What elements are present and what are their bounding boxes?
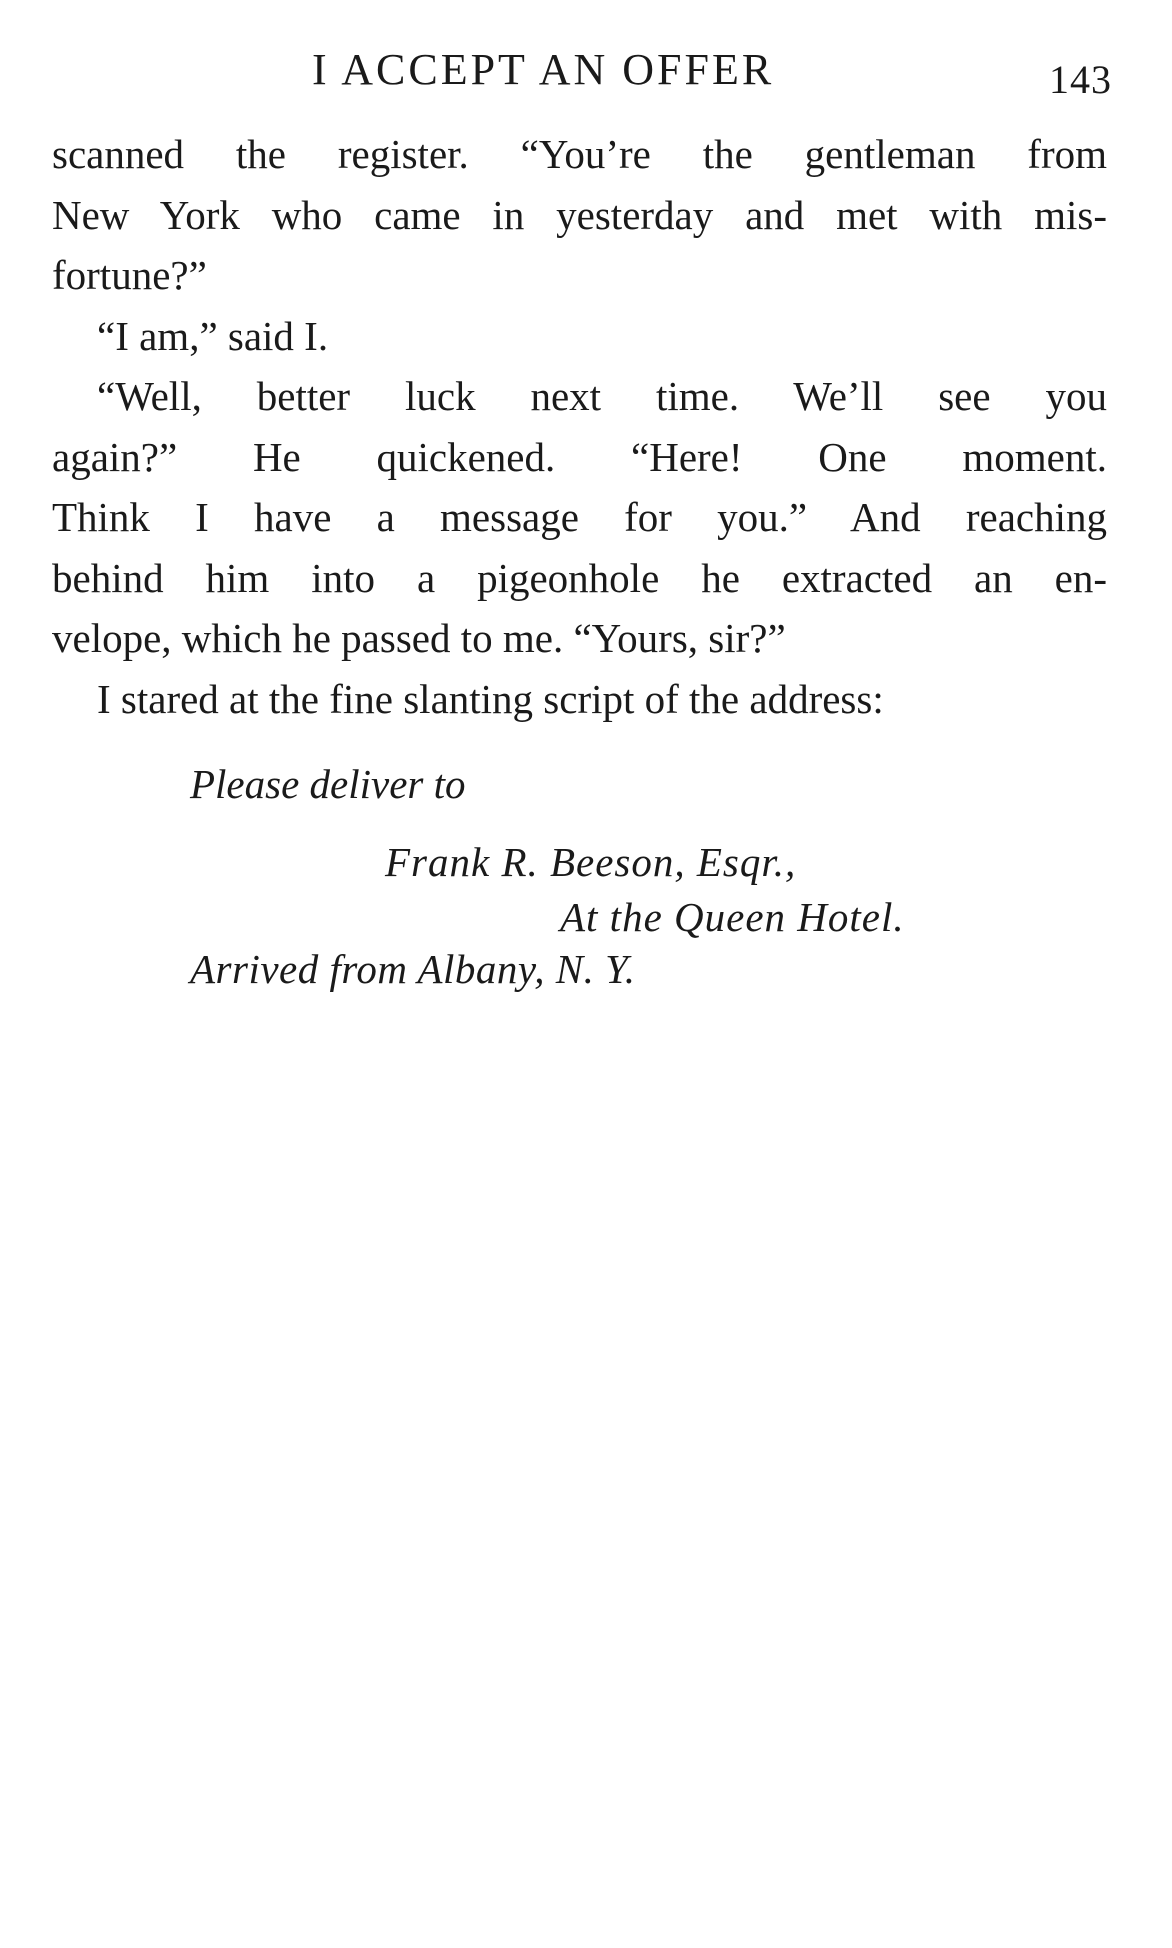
text-line: scanned the register. “You’re the gentleman from (52, 131, 1107, 177)
text-line: velope, which he passed to me. “Yours, sir?” (52, 615, 786, 661)
address-line: Frank R. Beeson, Esqr., (385, 839, 797, 885)
text-line: fortune?” (52, 252, 207, 298)
text-line: again?” He quickened. “Here! One moment. (52, 433, 1107, 480)
body-text (52, 124, 1107, 729)
address-line: At the Queen Hotel. (560, 894, 905, 940)
text-line: New York who came in yesterday and met with mis- (52, 191, 1107, 238)
chapter-title: I ACCEPT AN OFFER (312, 45, 775, 94)
running-head (0, 44, 1172, 104)
address-line: Arrived from Albany, N. Y. (190, 946, 636, 992)
text-line: “I am,” said I. (97, 312, 329, 359)
address-line: Please deliver to (190, 761, 466, 807)
text-line: I stared at the fine slanting script of the address: (97, 675, 884, 722)
text-line: Think I have a message for you.” And reaching (52, 494, 1107, 540)
page-number: 143 (1049, 57, 1112, 102)
text-line: behind him into a pigeonhole he extracted an en- (52, 554, 1107, 601)
text-line: “Well, better luck next time. We’ll see you (97, 373, 1107, 419)
